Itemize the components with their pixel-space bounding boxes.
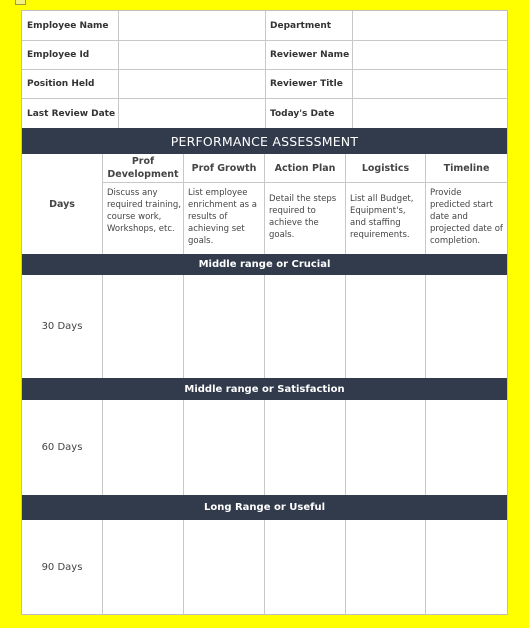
cell-30-timeline[interactable]: [426, 275, 507, 378]
cell-60-logistics[interactable]: [346, 400, 425, 495]
col-header-timeline: Timeline: [443, 162, 490, 174]
cell-60-prof-growth[interactable]: [184, 400, 264, 495]
cell-30-action-plan[interactable]: [265, 275, 345, 378]
cell-90-action-plan[interactable]: [265, 520, 345, 614]
todays-date-field[interactable]: [353, 99, 507, 128]
section-band-crucial: Middle range or Crucial: [22, 254, 507, 275]
employee-name-label: Employee Name: [27, 21, 109, 31]
col-header-action-plan: Action Plan: [274, 162, 336, 174]
cell-60-timeline[interactable]: [426, 400, 507, 495]
desc-prof-growth: List employee enrichment as a results of achieving set goals.: [188, 188, 258, 246]
cell-30-prof-growth[interactable]: [184, 275, 264, 378]
col-header-prof-growth: Prof Growth: [191, 162, 257, 174]
employee-id-field[interactable]: [119, 41, 265, 69]
reviewer-title-label: Reviewer Title: [270, 79, 343, 89]
reviewer-title-field[interactable]: [353, 70, 507, 98]
cell-90-logistics[interactable]: [346, 520, 425, 614]
position-held-field[interactable]: [119, 70, 265, 98]
days-90-label: 90 Days: [41, 561, 83, 573]
section-band-useful: Long Range or Useful: [22, 495, 507, 520]
desc-timeline: Provide predicted start date and projected date of completion.: [430, 188, 503, 246]
last-review-date-label: Last Review Date: [27, 109, 116, 119]
cell-60-action-plan[interactable]: [265, 400, 345, 495]
cell-30-prof-development[interactable]: [103, 275, 183, 378]
cell-90-prof-development[interactable]: [103, 520, 183, 614]
desc-logistics: List all Budget, Equipment's, and staffing requirements.: [350, 194, 414, 240]
assessment-title: PERFORMANCE ASSESSMENT: [22, 128, 507, 154]
sheet-corner-icon: [15, 0, 26, 5]
section-band-satisfaction: Middle range or Satisfaction: [22, 378, 507, 400]
cell-90-prof-growth[interactable]: [184, 520, 264, 614]
cell-90-timeline[interactable]: [426, 520, 507, 614]
employee-id-label: Employee Id: [27, 50, 90, 60]
reviewer-name-field[interactable]: [353, 41, 507, 69]
last-review-date-field[interactable]: [119, 99, 265, 128]
col-header-logistics: Logistics: [361, 162, 410, 174]
review-form: [21, 10, 508, 615]
divider: [102, 182, 507, 183]
days-30-label: 30 Days: [41, 321, 83, 332]
todays-date-label: Today's Date: [270, 109, 335, 119]
cell-60-prof-development[interactable]: [103, 400, 183, 495]
col-header-prof-development: Prof Development: [107, 156, 179, 180]
col-header-days: Days: [49, 198, 75, 210]
reviewer-name-label: Reviewer Name: [270, 50, 350, 60]
position-held-label: Position Held: [27, 79, 95, 89]
employee-name-field[interactable]: [119, 11, 265, 40]
desc-prof-development: Discuss any required training, course work, Workshops, etc.: [107, 188, 181, 234]
department-field[interactable]: [353, 11, 507, 40]
divider: [265, 11, 266, 128]
cell-30-logistics[interactable]: [346, 275, 425, 378]
desc-action-plan: Detail the steps required to achieve the goals.: [269, 194, 337, 240]
days-60-label: 60 Days: [41, 442, 83, 453]
department-label: Department: [270, 21, 332, 31]
